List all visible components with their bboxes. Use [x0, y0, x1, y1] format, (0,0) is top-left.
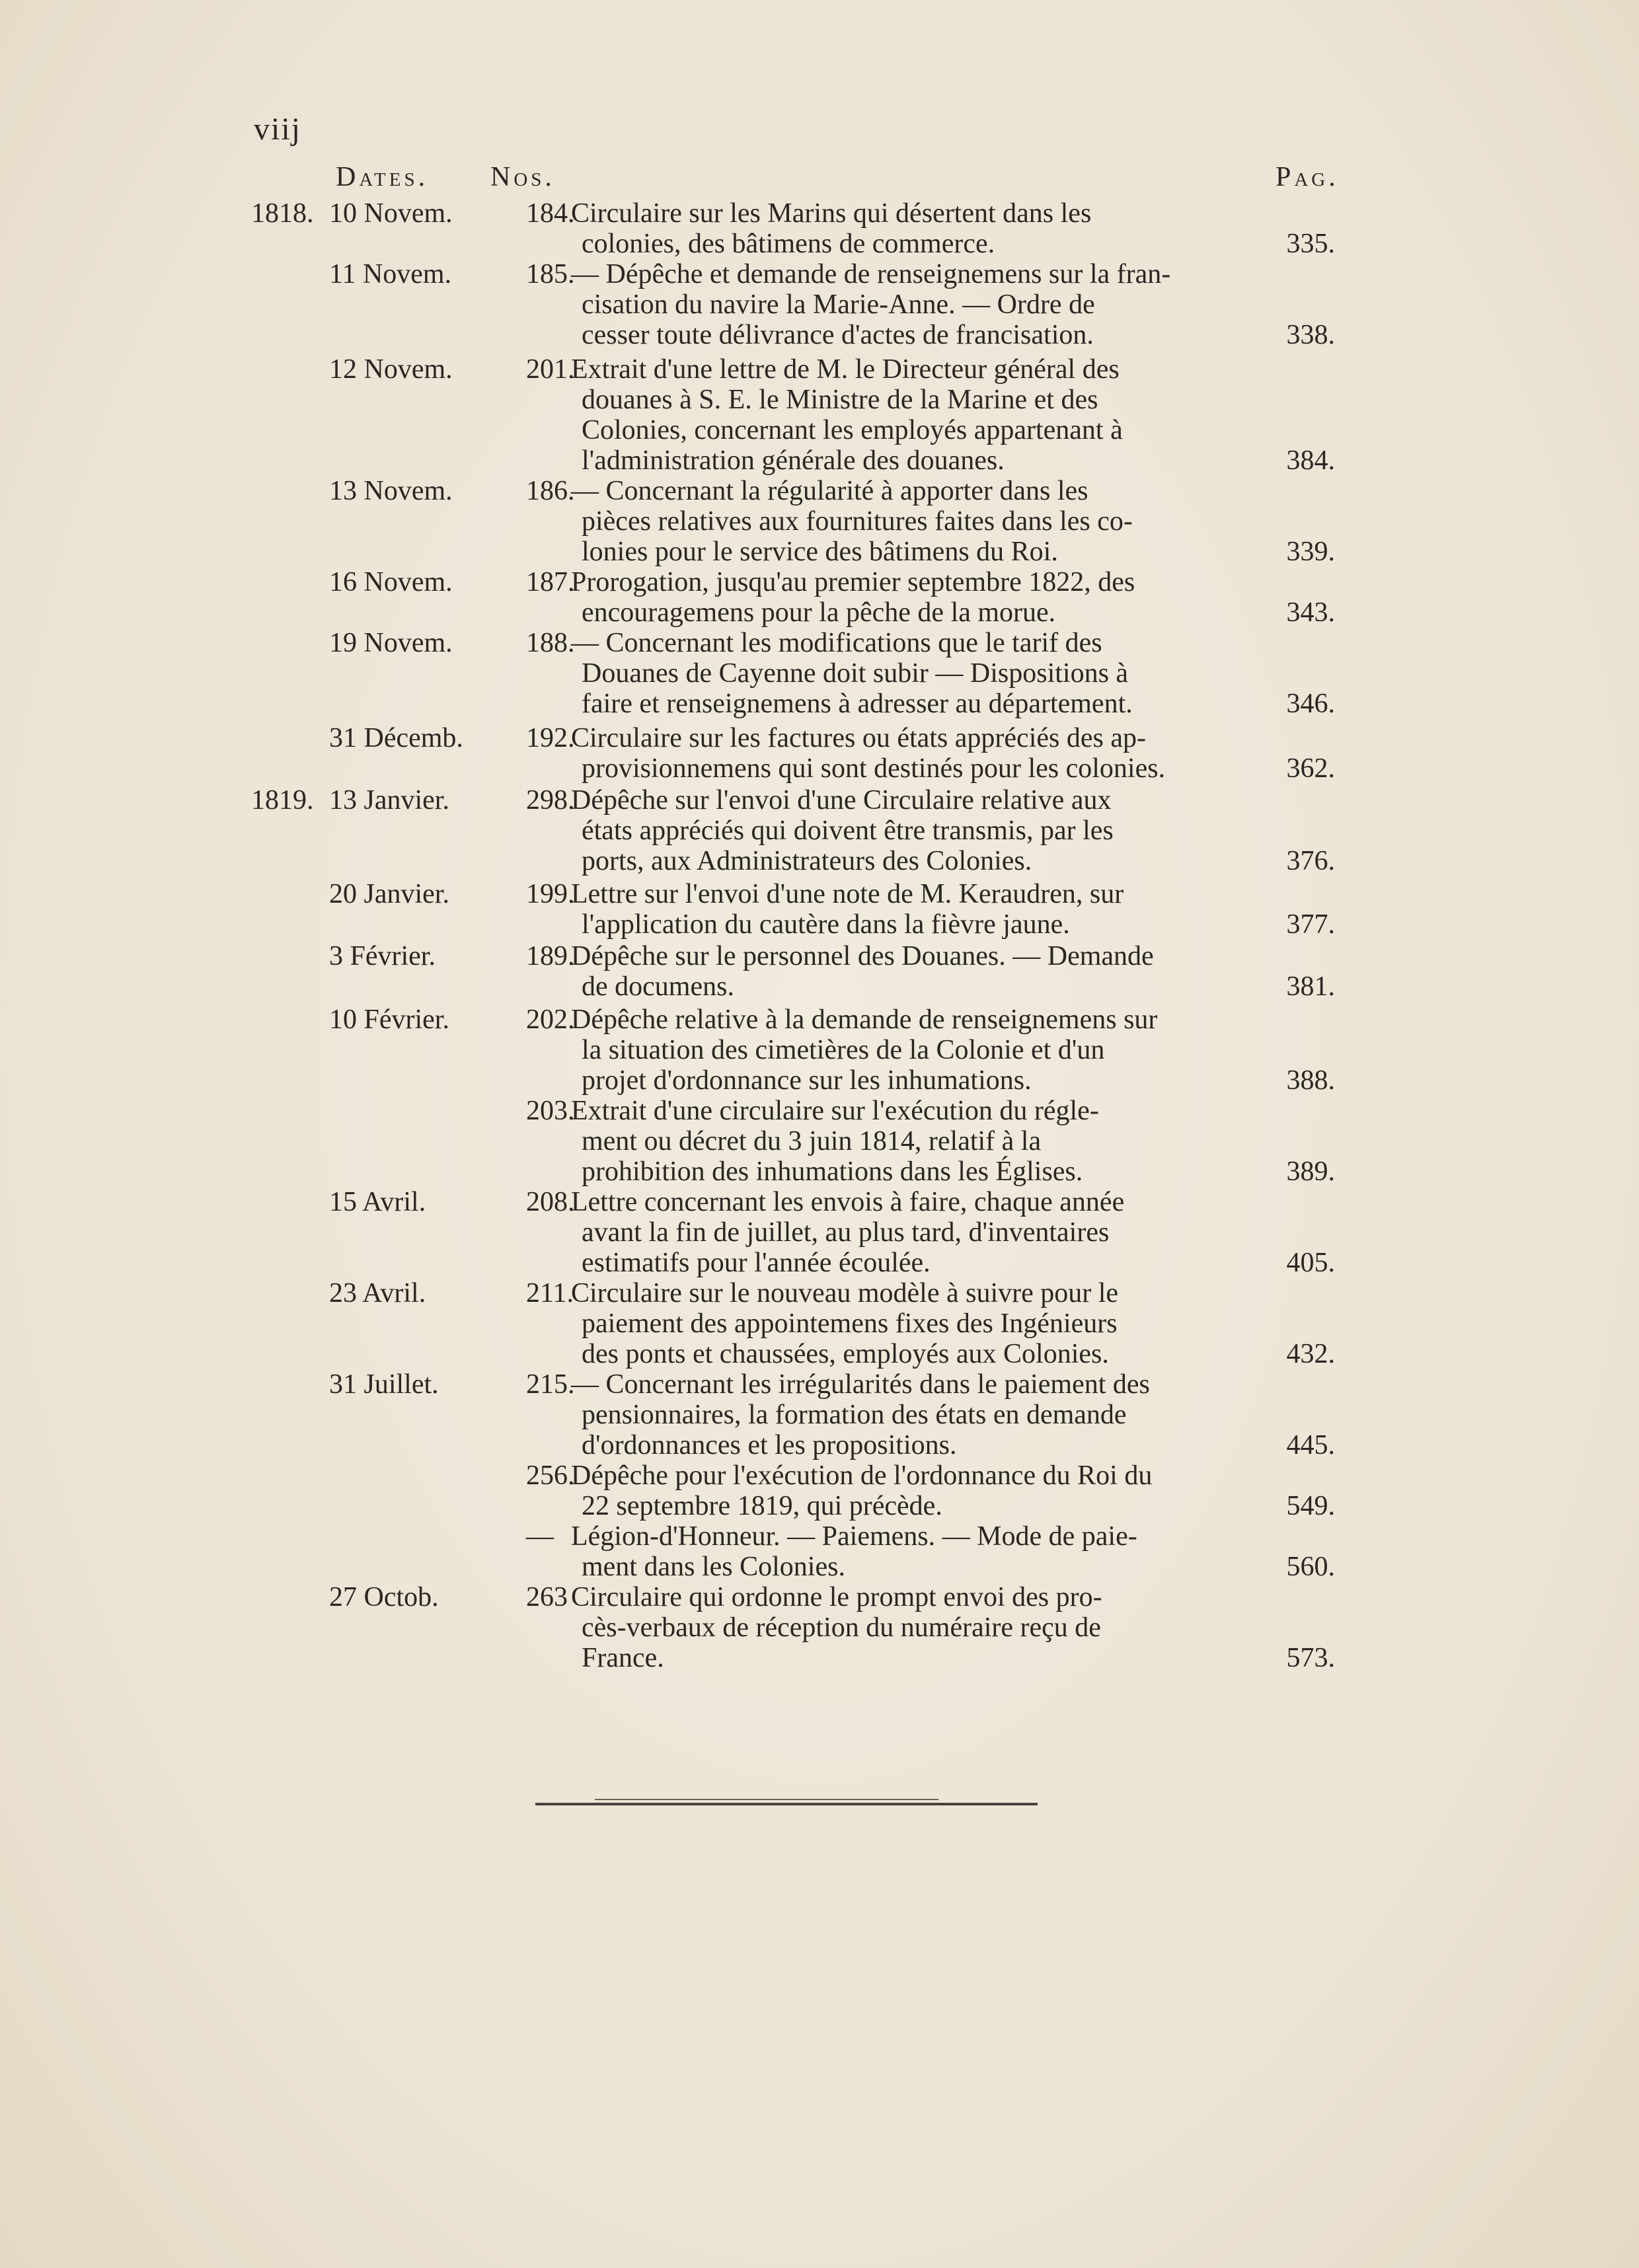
entry-text-line: la situation des cimetières de la Colonie et d'un — [582, 1035, 1105, 1065]
entry-page: 338. — [1286, 320, 1335, 350]
header-numbers: Nos. — [490, 162, 555, 192]
entry-row — [0, 1126, 1639, 1156]
index-entry — [0, 1521, 1639, 1582]
entry-row — [0, 567, 1639, 597]
entry-text-line: Extrait d'une circulaire sur l'exécution du régle- — [571, 1096, 1099, 1126]
entry-number: — — [526, 1521, 554, 1552]
entry-row — [0, 1552, 1639, 1582]
entry-date: 10 Février. — [329, 1004, 449, 1035]
entry-row — [0, 1187, 1639, 1217]
entry-row — [0, 1217, 1639, 1248]
entry-row — [0, 259, 1639, 289]
index-entry — [0, 567, 1639, 628]
entry-row — [0, 971, 1639, 1002]
index-entry — [0, 1096, 1639, 1187]
entry-row — [0, 1400, 1639, 1430]
entry-row — [0, 1065, 1639, 1096]
entry-row — [0, 1156, 1639, 1187]
entry-text-line: — Concernant la régularité à apporter dans les — [571, 476, 1088, 506]
entry-row — [0, 1035, 1639, 1065]
entry-row — [0, 846, 1639, 876]
entry-number: 189. — [526, 941, 575, 971]
entry-text-line: colonies, des bâtimens de commerce. — [582, 229, 995, 259]
entry-text-line: provisionnemens qui sont destinés pour les colonies. — [582, 753, 1166, 784]
entry-text-line: cesser toute délivrance d'actes de francisation. — [582, 320, 1094, 350]
entry-row — [0, 385, 1639, 415]
entry-row — [0, 1004, 1639, 1035]
index-entry — [0, 476, 1639, 567]
entry-number: 185. — [526, 259, 575, 289]
entry-text-line: estimatifs pour l'année écoulée. — [582, 1248, 931, 1278]
entry-page: 346. — [1286, 689, 1335, 719]
entry-page: 384. — [1286, 445, 1335, 476]
entry-text-line: douanes à S. E. le Ministre de la Marine et des — [582, 385, 1098, 415]
entry-date: 27 Octob. — [329, 1582, 439, 1612]
entry-number: 201. — [526, 354, 575, 385]
entry-text-line: paiement des appointemens fixes des Ingénieurs — [582, 1308, 1118, 1339]
entry-row — [0, 1521, 1639, 1552]
entry-date: 15 Avril. — [329, 1187, 426, 1217]
entry-page: 339. — [1286, 537, 1335, 567]
entry-text-line: Légion-d'Honneur. — Paiemens. — Mode de paie- — [571, 1521, 1137, 1552]
index-entry — [0, 785, 1639, 876]
closing-rule-thin — [595, 1799, 938, 1800]
entry-page: 573. — [1286, 1643, 1335, 1673]
entry-number: 263 — [526, 1582, 568, 1612]
entry-page: 445. — [1286, 1430, 1335, 1460]
entry-date: 13 Novem. — [329, 476, 453, 506]
entry-text-line: des ponts et chaussées, employés aux Colonies. — [582, 1339, 1109, 1369]
entry-text-line: Prorogation, jusqu'au premier septembre 1822, des — [571, 567, 1135, 597]
entry-row — [0, 1278, 1639, 1308]
entry-row — [0, 1339, 1639, 1369]
entry-row — [0, 1308, 1639, 1339]
entry-text-line: France. — [582, 1643, 664, 1673]
entry-row — [0, 1430, 1639, 1460]
entry-text-line: Circulaire sur les factures ou états appréciés des ap- — [571, 723, 1146, 753]
entry-number: 298. — [526, 785, 575, 815]
entry-page: 343. — [1286, 597, 1335, 628]
entry-date: 12 Novem. — [329, 354, 453, 385]
entry-row — [0, 753, 1639, 784]
entry-page: 335. — [1286, 229, 1335, 259]
entry-page: 549. — [1286, 1491, 1335, 1521]
entry-row — [0, 415, 1639, 445]
entry-row — [0, 506, 1639, 537]
entry-text-line: ment ou décret du 3 juin 1814, relatif à la — [582, 1126, 1042, 1156]
entry-text-line: Lettre concernant les envois à faire, chaque année — [571, 1187, 1125, 1217]
entry-number: 203. — [526, 1096, 575, 1126]
entry-text-line: Circulaire sur les Marins qui désertent dans les — [571, 198, 1092, 229]
entry-text-line: Dépêche pour l'exécution de l'ordonnance du Roi du — [571, 1460, 1153, 1491]
index-entry — [0, 941, 1639, 1002]
entry-number: 256. — [526, 1460, 575, 1491]
entry-row — [0, 537, 1639, 567]
entry-row — [0, 689, 1639, 719]
entry-row — [0, 289, 1639, 320]
entry-row — [0, 879, 1639, 909]
entry-row — [0, 1369, 1639, 1400]
entry-text-line: ports, aux Administrateurs des Colonies. — [582, 846, 1032, 876]
entry-row — [0, 445, 1639, 476]
entry-text-line: — Dépêche et demande de renseignemens sur la fran- — [571, 259, 1171, 289]
index-entry — [0, 259, 1639, 350]
entry-text-line: d'ordonnances et les propositions. — [582, 1430, 957, 1460]
entry-number: 192. — [526, 723, 575, 753]
entry-row — [0, 785, 1639, 815]
entry-page: 389. — [1286, 1156, 1335, 1187]
entry-number: 188. — [526, 628, 575, 658]
entry-text-line: cès-verbaux de réception du numéraire reçu de — [582, 1612, 1101, 1643]
entry-row — [0, 320, 1639, 350]
entry-text-line: de documens. — [582, 971, 734, 1002]
entry-row — [0, 941, 1639, 971]
entry-text-line: pièces relatives aux fournitures faites dans les co- — [582, 506, 1133, 537]
entry-year: 1818. — [251, 198, 314, 229]
index-entry — [0, 879, 1639, 940]
entry-row — [0, 1491, 1639, 1521]
entry-number: 211. — [526, 1278, 574, 1308]
entry-date: 20 Janvier. — [329, 879, 449, 909]
entry-row — [0, 1248, 1639, 1278]
entry-number: 202. — [526, 1004, 575, 1035]
index-entry — [0, 1004, 1639, 1096]
entry-text-line: 22 septembre 1819, qui précède. — [582, 1491, 942, 1521]
index-entry — [0, 198, 1639, 259]
entry-date: 19 Novem. — [329, 628, 453, 658]
entry-row — [0, 1582, 1639, 1612]
entry-row — [0, 658, 1639, 689]
entry-text-line: encouragemens pour la pêche de la morue. — [582, 597, 1056, 628]
entry-text-line: — Concernant les irrégularités dans le paiement des — [571, 1369, 1150, 1400]
entry-number: 184. — [526, 198, 575, 229]
entry-row — [0, 909, 1639, 940]
entry-text-line: l'administration générale des douanes. — [582, 445, 1005, 476]
entry-text-line: Circulaire sur le nouveau modèle à suivre pour le — [571, 1278, 1119, 1308]
entry-number: 208. — [526, 1187, 575, 1217]
entry-page: 377. — [1286, 909, 1335, 940]
index-entry — [0, 723, 1639, 784]
entry-page: 362. — [1286, 753, 1335, 784]
entry-date: 3 Février. — [329, 941, 436, 971]
entry-date: 23 Avril. — [329, 1278, 426, 1308]
entry-text-line: faire et renseignemens à adresser au département. — [582, 689, 1133, 719]
entry-date: 10 Novem. — [329, 198, 453, 229]
index-entry — [0, 628, 1639, 719]
entry-row — [0, 354, 1639, 385]
entry-text-line: Colonies, concernant les employés appartenant à — [582, 415, 1123, 445]
entry-text-line: cisation du navire la Marie-Anne. — Ordre de — [582, 289, 1095, 320]
entry-row — [0, 628, 1639, 658]
page-folio: viij — [254, 112, 302, 147]
entry-text-line: Extrait d'une lettre de M. le Directeur général des — [571, 354, 1120, 385]
entry-page: 381. — [1286, 971, 1335, 1002]
entry-date: 31 Décemb. — [329, 723, 463, 753]
entry-text-line: Douanes de Cayenne doit subir — Dispositions à — [582, 658, 1129, 689]
entry-page: 376. — [1286, 846, 1335, 876]
entry-text-line: — Concernant les modifications que le tarif des — [571, 628, 1102, 658]
entry-text-line: l'application du cautère dans la fièvre jaune. — [582, 909, 1070, 940]
entry-text-line: prohibition des inhumations dans les Églises. — [582, 1156, 1083, 1187]
entry-row — [0, 597, 1639, 628]
entry-row — [0, 229, 1639, 259]
entry-row — [0, 1096, 1639, 1126]
entry-list — [0, 198, 1639, 1673]
entry-text-line: Dépêche sur le personnel des Douanes. — Demande — [571, 941, 1154, 971]
entry-date: 11 Novem. — [329, 259, 452, 289]
entry-text-line: projet d'ordonnance sur les inhumations. — [582, 1065, 1032, 1096]
entry-date: 31 Juillet. — [329, 1369, 439, 1400]
entry-page: 560. — [1286, 1552, 1335, 1582]
entry-page: 388. — [1286, 1065, 1335, 1096]
entry-row — [0, 723, 1639, 753]
closing-rule — [535, 1803, 1038, 1805]
index-entry — [0, 1278, 1639, 1369]
entry-date: 13 Janvier. — [329, 785, 449, 815]
entry-row — [0, 1460, 1639, 1491]
index-entry — [0, 354, 1639, 476]
entry-number: 199. — [526, 879, 575, 909]
entry-text-line: Lettre sur l'envoi d'une note de M. Keraudren, sur — [571, 879, 1124, 909]
entry-text-line: Dépêche sur l'envoi d'une Circulaire relative aux — [571, 785, 1112, 815]
entry-year: 1819. — [251, 785, 314, 815]
entry-text-line: Dépêche relative à la demande de renseignemens sur — [571, 1004, 1158, 1035]
index-entry — [0, 1187, 1639, 1278]
header-pages: Pag. — [1276, 162, 1339, 192]
entry-date: 16 Novem. — [329, 567, 453, 597]
entry-text-line: ment dans les Colonies. — [582, 1552, 845, 1582]
entry-row — [0, 1643, 1639, 1673]
entry-text-line: Circulaire qui ordonne le prompt envoi des pro- — [571, 1582, 1102, 1612]
header-dates: Dates. — [336, 162, 429, 192]
entry-row — [0, 476, 1639, 506]
entry-row — [0, 815, 1639, 846]
entry-row — [0, 1612, 1639, 1643]
entry-number: 186. — [526, 476, 575, 506]
entry-text-line: états appréciés qui doivent être transmis, par les — [582, 815, 1114, 846]
entry-number: 215. — [526, 1369, 575, 1400]
entry-number: 187. — [526, 567, 575, 597]
index-entry — [0, 1582, 1639, 1673]
entry-row — [0, 198, 1639, 229]
entry-page: 432. — [1286, 1339, 1335, 1369]
entry-page: 405. — [1286, 1248, 1335, 1278]
index-entry — [0, 1369, 1639, 1460]
entry-text-line: avant la fin de juillet, au plus tard, d'inventaires — [582, 1217, 1110, 1248]
entry-text-line: pensionnaires, la formation des états en demande — [582, 1400, 1127, 1430]
entry-text-line: lonies pour le service des bâtimens du Roi. — [582, 537, 1058, 567]
index-entry — [0, 1460, 1639, 1521]
